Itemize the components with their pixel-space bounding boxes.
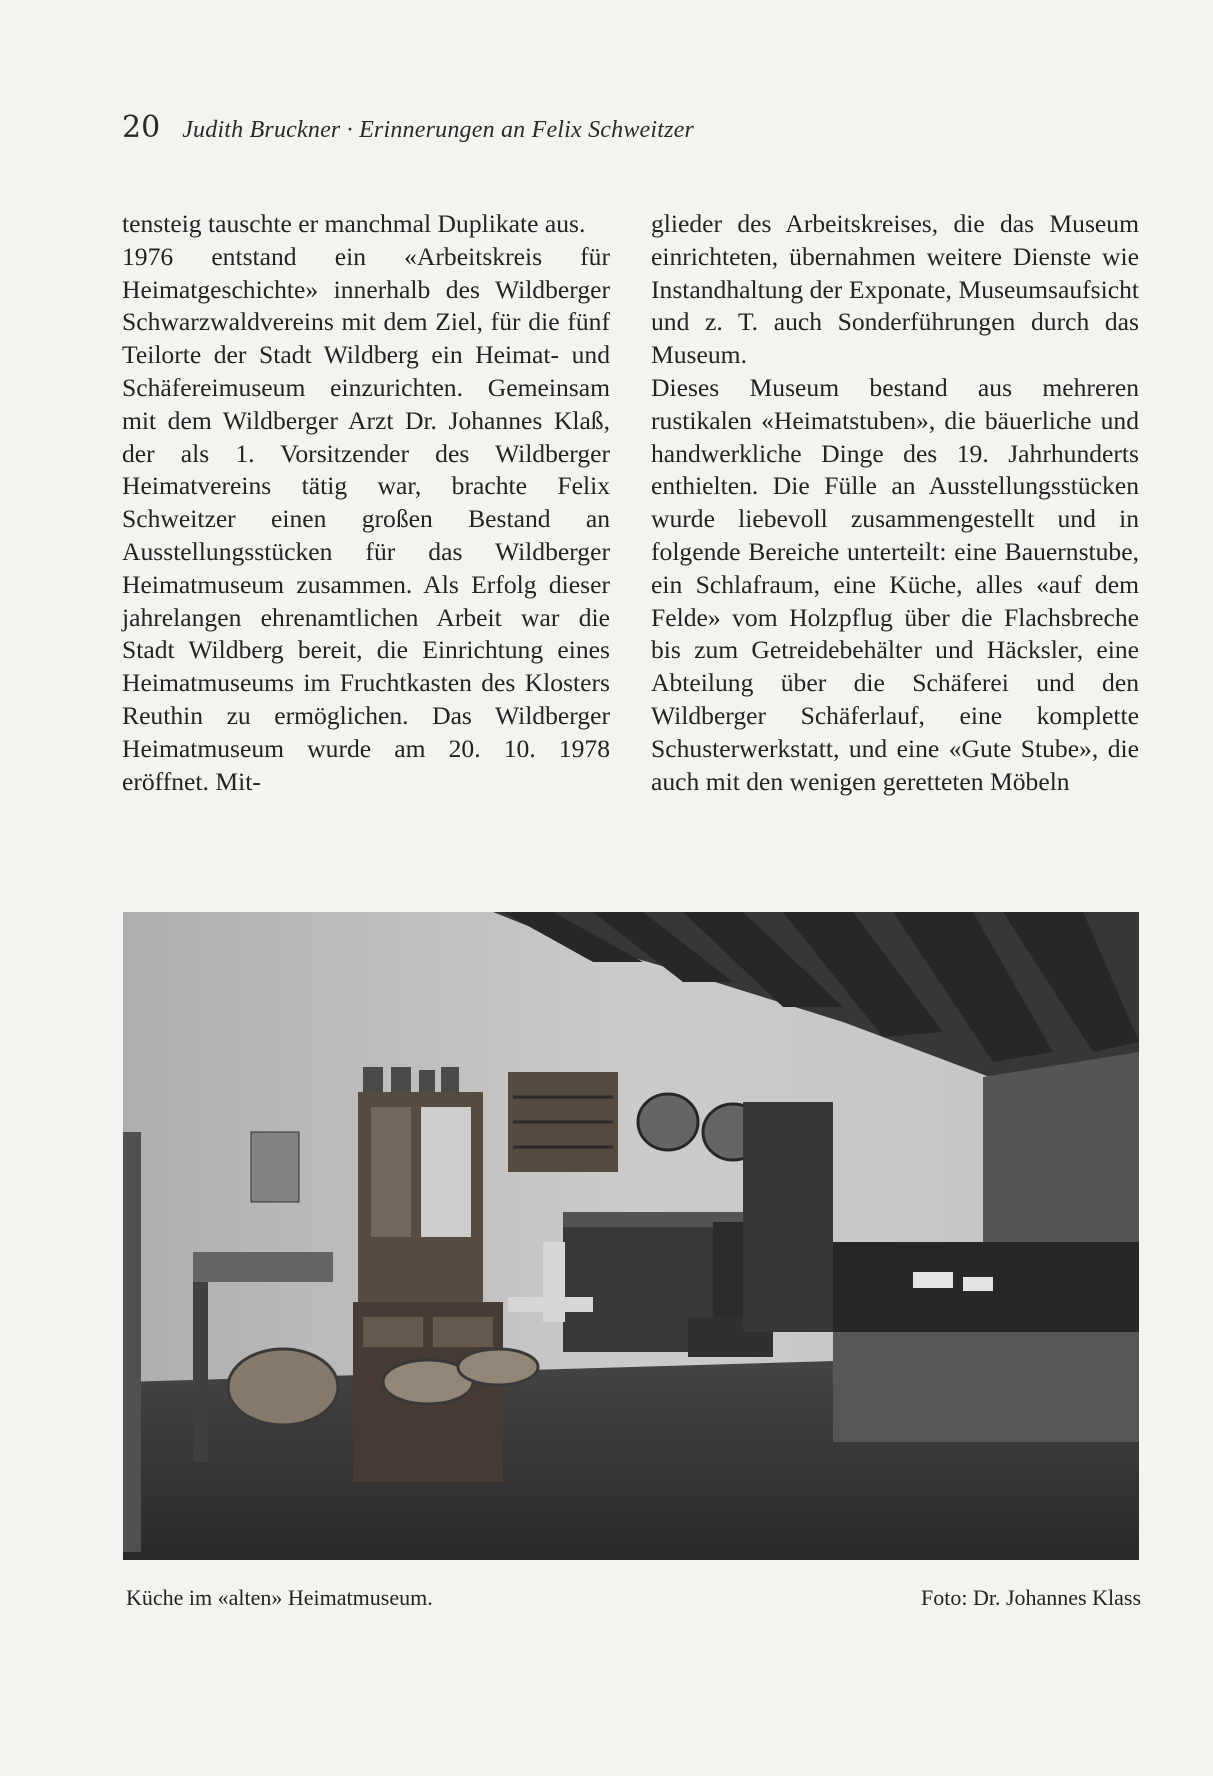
right-text-column [651, 208, 1139, 798]
paragraph: Dieses Museum bestand aus mehreren rustikalen «Heimatstuben», die bäuerliche und handwerkliche Dinge des 19. Jahrhunderts enthielten. Die Fülle an Ausstellungsstücken wurde liebevoll zusammengestellt und in folgende Bereiche unterteilt: eine Bauernstube, ein Schlafraum, eine Küche, alles «auf dem Felde» vom Holzpflug über die Flachsbreche bis zum Getreidebehälter und Häcksler, eine Abteilung über die Schäferei und den Wildberger Schäferlauf, eine komplette Schusterwerkstatt, und eine «Gute Stube», die auch mit den wenigen geretteten Möbeln [651, 372, 1139, 796]
paragraph: tensteig tauschte er manchmal Duplikate aus. [122, 209, 586, 238]
museum-kitchen-photo [123, 912, 1139, 1560]
page-number: 20 [122, 110, 161, 145]
left-text-column [122, 208, 610, 798]
running-head: Judith Bruckner · Erinnerungen an Felix Schweitzer [182, 117, 695, 143]
photo-credit: Foto: Dr. Johannes Klass [921, 1585, 1141, 1610]
page-header [122, 110, 694, 145]
figure-caption: Küche im «alten» Heimatmuseum. [126, 1585, 433, 1610]
paragraph: 1976 entstand ein «Arbeitskreis für Heimatgeschichte» innerhalb des Wildberger Schwarzwaldvereins mit dem Ziel, für die fünf Teilorte der Stadt Wildberg ein Heimat- und Schäfereimuseum einzurichten. Gemeinsam mit dem Wildberger Arzt Dr. Johannes Klaß, der als 1. Vorsitzender des Wildberger Heimatvereins tätig war, brachte Felix Schweitzer einen großen Bestand an Ausstellungsstücken für das Wildberger Heimatmuseum zusammen. Als Erfolg dieser jahrelangen ehrenamtlichen Arbeit war die Stadt Wildberg bereit, die Einrichtung eines Heimatmuseums im Fruchtkasten des Klosters Reuthin zu ermöglichen. Das Wildberger Heimatmuseum wurde am 20. 10. 1978 eröffnet. Mit- [122, 241, 610, 796]
paragraph: glieder des Arbeitskreises, die das Museum einrichteten, übernahmen weitere Dienste wie Instandhaltung der Exponate, Museumsaufsicht und z. T. auch Sonderführungen durch das Museum. [651, 209, 1139, 370]
photo-illustration [123, 912, 1139, 1560]
figure-caption-row [126, 1585, 1141, 1611]
